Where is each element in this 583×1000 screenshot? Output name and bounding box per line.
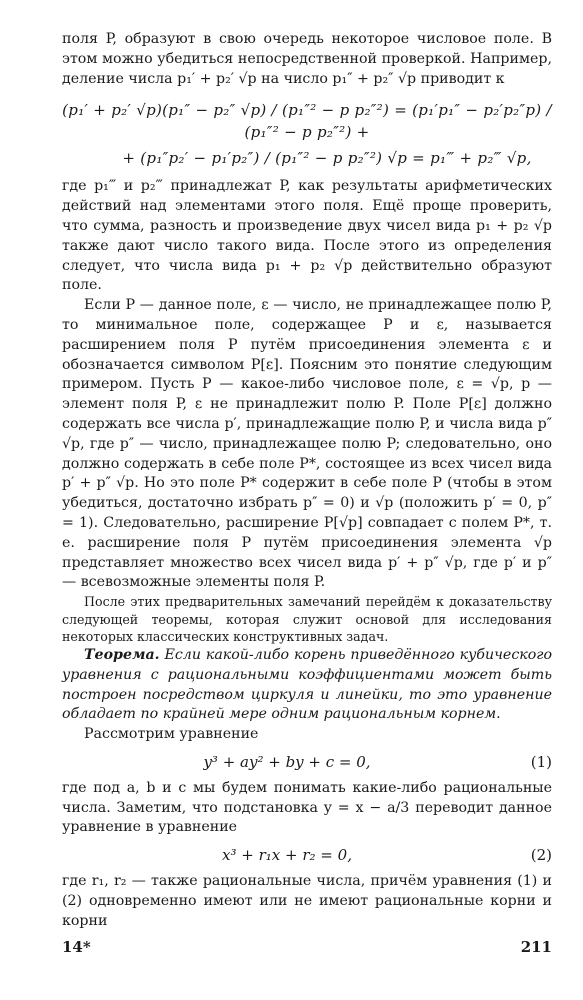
paragraph-2: где p₁‴ и p₂‴ принадлежат P, как результаты арифметических действий над элементами этого поля. Ещё проще проверить, что сумма, разность и произведение двух чисел вида p₁ + p₂ √p также дают число такого вида. После этого из определения следует, что числа вида p₁ + p₂ √p действительно образуют поле. bbox=[62, 178, 552, 294]
theorem-label: Теорема. bbox=[84, 646, 160, 663]
signature-mark: 14* bbox=[62, 938, 91, 956]
equation-2-number: (2) bbox=[530, 846, 552, 865]
equation-division-line-2: + (p₁″p₂′ − p₁′p₂″) / (p₁″² − p p₂″²) √p = p₁‴ + p₂‴ √p, bbox=[122, 149, 532, 168]
equation-2 bbox=[62, 842, 552, 868]
paragraph-3: Если P — данное поле, ε — число, не принадлежащее полю P, то минимальное поле, содержащее P и ε, называется расширением поля P путём присоединения элемента ε и обозначается символом P[ε]. Поясним это понятие следующим примером. Пусть P — какое-либо числовое поле, ε = √p, p — элемент поля P, ε не принадлежит полю P. Поле P[ε] должно содержать все числа p′, принадлежащие полю P, и числа вида p″ √p, где p″ — число, принадлежащее полю P; следовательно, оно должно содержать в себе поле P*, состоящее из всех чисел вида p′ + p″ √p. Но это поле P* содержит в себе поле P (чтобы в этом убедиться, достаточно избрать p″ = 0) и √p (положить p′ = 0, p″ = 1). Следовательно, расширение P[√p] совпадает с полем P*, т. е. расширение поля P путём присоединения элемента √p представляет множество всех чисел вида p′ + p″ √p, где p′ и p″ — всевозможные элементы поля P. bbox=[62, 297, 552, 591]
paragraph-5: Рассмотрим уравнение bbox=[84, 726, 259, 743]
paragraph-4: После этих предварительных замечаний перейдём к доказательству следующей теоремы, которая служит основой для исследования некоторых классических конструктивных задач. bbox=[62, 594, 552, 645]
page-footer bbox=[62, 938, 552, 956]
paragraph-1: поля P, образуют в свою очередь некоторое числовое поле. В этом можно убедиться непосредственной проверкой. Например, деление числа p₁′ + p₂′ √p на число p₁″ + p₂″ √p приводит к bbox=[62, 31, 552, 87]
paragraph-6: где под a, b и c мы будем понимать какие-либо рациональные числа. Заметим, что подстановка y = x − a/3 переводит данное уравнение в уравнение bbox=[62, 779, 552, 836]
equation-division-line-1: (p₁′ + p₂′ √p)(p₁″ − p₂″ √p) / (p₁″² − p p₂″²) = (p₁′p₁″ − p₂′p₂″p) / (p₁″² − p p₂″²) + bbox=[62, 101, 552, 142]
equation-2-expression: x³ + r₁x + r₂ = 0, bbox=[222, 846, 352, 865]
paragraph-7: где r₁, r₂ — также рациональные числа, причём уравнения (1) и (2) одновременно имеют или не имеют рациональные корни и корни bbox=[62, 873, 552, 929]
equation-1 bbox=[62, 749, 552, 775]
equation-1-expression: y³ + ay² + by + c = 0, bbox=[203, 752, 371, 771]
page-number: 211 bbox=[520, 938, 552, 956]
theorem bbox=[62, 646, 552, 725]
page-body bbox=[62, 30, 552, 932]
theorem-text: Если какой-либо корень приведённого кубического уравнения с рациональными коэффициентами может быть построен посредством циркуля и линейки, то это уравнение обладает по крайней мере одним рациональным корнем. bbox=[62, 646, 552, 723]
equation-1-number: (1) bbox=[530, 752, 552, 771]
equation-division bbox=[62, 99, 552, 169]
